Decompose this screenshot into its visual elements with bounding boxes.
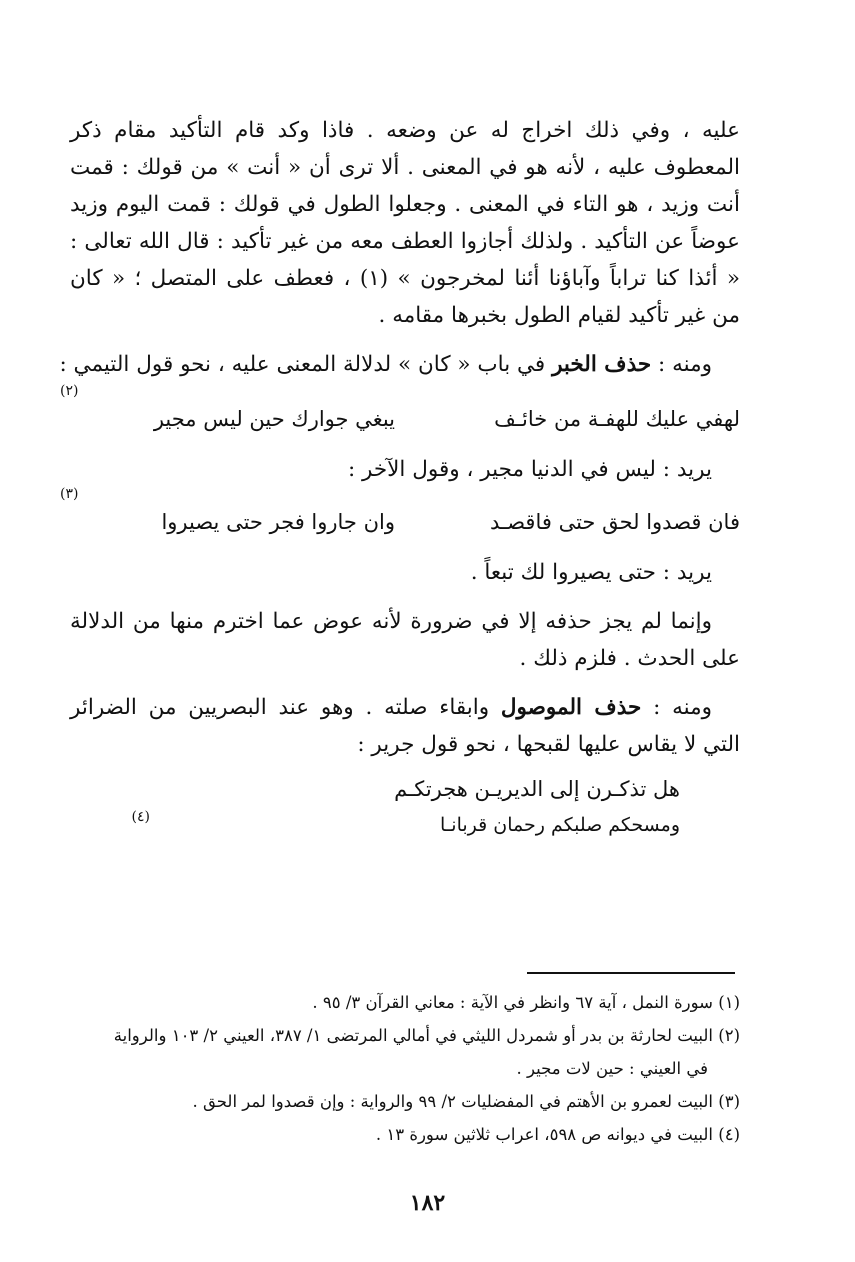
verse-hemistich-second: وان جاروا فجر حتى يصيروا (161, 510, 395, 534)
paragraph-3 (70, 603, 740, 677)
text-line: يريد : ليس في الدنيا مجير ، وقول الآخر : (347, 457, 712, 482)
footnote-ref: (٣) (60, 486, 79, 502)
text-line: عوضاً عن التأكيد . ولذلك أجازوا العطف معه من غير تأكيد : قال الله تعالى : (70, 229, 740, 254)
verse-hemistich-second: يبغي جوارك حين ليس مجير (153, 407, 395, 431)
footnote-continuation: في العيني : حين لات مجير . (516, 1059, 708, 1078)
paragraph-1 (70, 112, 740, 334)
text-line (70, 689, 740, 726)
footnote: (٢) البيت لحارثة بن بدر أو شمردل الليثي في أمالي المرتضى ١/ ٣٨٧، العيني ٢/ ١٠٣ والرواية (113, 1026, 740, 1045)
footnote: (٣) البيت لعمرو بن الأهتم في المفضليات ٢/ ٩٩ والرواية : وإن قصدوا لمر الحق . (192, 1092, 740, 1111)
text-line: « أئذا كنا تراباً وآباؤنا أئنا لمخرجون » (١) ، فعطف على المتصل ؛ « كان (70, 266, 740, 291)
text-line: وإنما لم يجز حذفه إلا في ضرورة لأنه عوض عما اخترم منها من الدلالة (70, 609, 712, 634)
verse-hemistich-first: هل تذكـرن إلى الديريـن هجرتكـم (394, 777, 680, 801)
page-number: ١٨٢ (409, 1190, 446, 1216)
footnote-divider (527, 972, 735, 974)
paragraph-4 (70, 689, 740, 763)
paragraph-2 (59, 346, 740, 383)
text-line: على الحدث . فلزم ذلك . (519, 646, 740, 671)
footnote-ref: (٢) (60, 383, 79, 399)
footnotes (60, 986, 740, 1151)
main-text (59, 112, 740, 843)
footnote: (٤) البيت في ديوانه ص ٥٩٨، اعراب ثلاثين سورة ١٣ . (375, 1125, 740, 1144)
verse-hemistich-second: ومسحكم صلبكم رحمان قربانـا (439, 814, 680, 836)
footnote-ref: (٤) (131, 809, 150, 825)
section-term: حذف الموصول (500, 695, 642, 720)
text-line: أنت وزيد ، هو التاء في المعنى . وجعلوا الطول في قولك : قمت اليوم وزيد (70, 192, 740, 217)
verse-3 (70, 763, 740, 843)
text-line: المعطوف عليه ، لأنه هو في المعنى . ألا ترى أن « أنت » من قولك : قمت (70, 155, 740, 180)
text-line: يريد : حتى يصيروا لك تبعاً . (470, 560, 712, 585)
verse-hemistich-first: فان قصدوا لحق حتى فاقصـد (490, 510, 740, 534)
text-line: عليه ، وفي ذلك اخراج له عن وضعه . فاذا وكد قام التأكيد مقام ذكر (70, 118, 740, 143)
text-segment: ومنه : (641, 695, 713, 720)
verse-hemistich-first: لهفي عليك للهفـة من خائـف (494, 407, 740, 431)
verse-2 (60, 486, 740, 552)
text-segment: في باب « كان » لدلالة المعنى عليه ، نحو قول التيمي : (59, 352, 553, 377)
text-segment: ومنه : (651, 352, 712, 377)
text-segment: وابقاء صلته . وهو عند البصريين من الضرائر (70, 695, 501, 720)
footnote: (١) سورة النمل ، آية ٦٧ وانظر في الآية : معاني القرآن ٣/ ٩٥ . (312, 993, 740, 1012)
text-line: التي لا يقاس عليها لقبحها ، نحو قول جرير : (357, 732, 740, 757)
text-line: من غير تأكيد لقيام الطول بخبرها مقامه . (378, 303, 740, 328)
section-term: حذف الخبر (552, 352, 652, 377)
verse-1 (60, 383, 740, 449)
